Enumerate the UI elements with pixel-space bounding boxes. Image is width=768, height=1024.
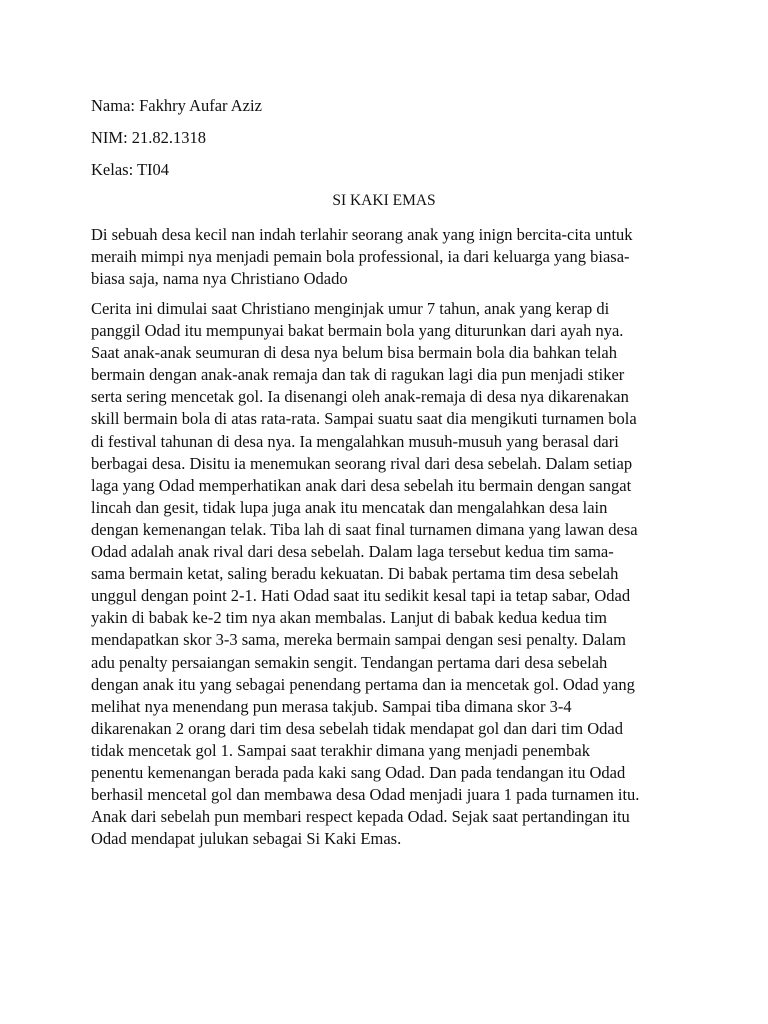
paragraph-line: bermain dengan anak-anak remaja dan tak di ragukan lagi dia pun menjadi stiker xyxy=(91,365,625,385)
paragraph-story xyxy=(91,298,691,850)
paragraph-line: Odad adalah anak rival dari desa sebelah. Dalam laga tersebut kedua tim sama- xyxy=(91,542,614,562)
paragraph-line: unggul dengan point 2-1. Hati Odad saat itu sedikit kesal tapi ia tetap sabar, Odad xyxy=(91,586,631,606)
paragraph-line: Saat anak-anak seumuran di desa nya belum bisa bermain bola dia bahkan telah xyxy=(91,343,617,363)
student-class: Kelas: TI04 xyxy=(91,160,170,179)
paragraph-line: biasa saja, nama nya Christiano Odado xyxy=(91,268,348,288)
student-nim: NIM: 21.82.1318 xyxy=(91,128,207,147)
paragraph-line: penentu kemenangan berada pada kaki sang Odad. Dan pada tendangan itu Odad xyxy=(91,762,626,782)
paragraph-line: meraih mimpi nya menjadi pemain bola professional, ia dari keluarga yang biasa- xyxy=(91,246,630,266)
paragraph-line: sama bermain ketat, saling beradu kekuatan. Di babak pertama tim desa sebelah xyxy=(91,564,619,584)
paragraph-line: Anak dari sebelah pun membari respect kepada Odad. Sejak saat pertandingan itu xyxy=(91,807,630,827)
paragraph-intro xyxy=(91,224,691,289)
paragraph-line: Cerita ini dimulai saat Christiano menginjak umur 7 tahun, anak yang kerap di xyxy=(91,299,610,318)
paragraph-line: dengan anak itu yang sebagai penendang pertama dan ia mencetak gol. Odad yang xyxy=(91,674,635,694)
paragraph-line: melihat nya menendang pun merasa takjub. Sampai tiba dimana skor 3-4 xyxy=(91,696,572,716)
story-title: SI KAKI EMAS xyxy=(332,192,436,209)
paragraph-line: dikarenakan 2 orang dari tim desa sebelah tidak mendapat gol dan dari tim Odad xyxy=(91,718,623,738)
paragraph-line: yakin di babak ke-2 tim nya akan membalas. Lanjut di babak kedua kedua tim xyxy=(91,608,607,628)
student-name: Nama: Fakhry Aufar Aziz xyxy=(91,96,262,115)
paragraph-line: berbagai desa. Disitu ia menemukan seorang rival dari desa sebelah. Dalam setiap xyxy=(91,453,633,473)
paragraph-line: lincah dan gesit, tidak lupa juga anak itu mencatak dan mengalahkan desa lain xyxy=(91,497,608,517)
paragraph-line: serta sering mencetak gol. Ia disenangi oleh anak-remaja di desa nya dikarenakan xyxy=(91,387,629,407)
paragraph-line: mendapatkan skor 3-3 sama, mereka bermain sampai dengan sesi penalty. Dalam xyxy=(91,630,626,650)
paragraph-line: panggil Odad itu mempunyai bakat bermain bola yang diturunkan dari ayah nya. xyxy=(91,321,624,341)
paragraph-line: di festival tahunan di desa nya. Ia mengalahkan musuh-musuh yang berasal dari xyxy=(91,431,619,451)
paragraph-line: skill bermain bola di atas rata-rata. Sampai suatu saat dia mengikuti turnamen bola xyxy=(91,409,637,429)
paragraph-line: dengan kemenangan telak. Tiba lah di saat final turnamen dimana yang lawan desa xyxy=(91,519,638,539)
paragraph-line: laga yang Odad memperhatikan anak dari desa sebelah itu bermain dengan sangat xyxy=(91,475,632,495)
paragraph-line: Odad mendapat julukan sebagai Si Kaki Emas. xyxy=(91,829,402,849)
paragraph-line: adu penalty persaiangan semakin sengit. Tendangan pertama dari desa sebelah xyxy=(91,652,608,672)
paragraph-line: Di sebuah desa kecil nan indah terlahir seorang anak yang inign bercita-cita untuk xyxy=(91,225,633,244)
paragraph-line: tidak mencetak gol 1. Sampai saat terakhir dimana yang menjadi penembak xyxy=(91,740,590,760)
paragraph-line: berhasil mencetal gol dan membawa desa Odad menjadi juara 1 pada turnamen itu. xyxy=(91,785,640,805)
